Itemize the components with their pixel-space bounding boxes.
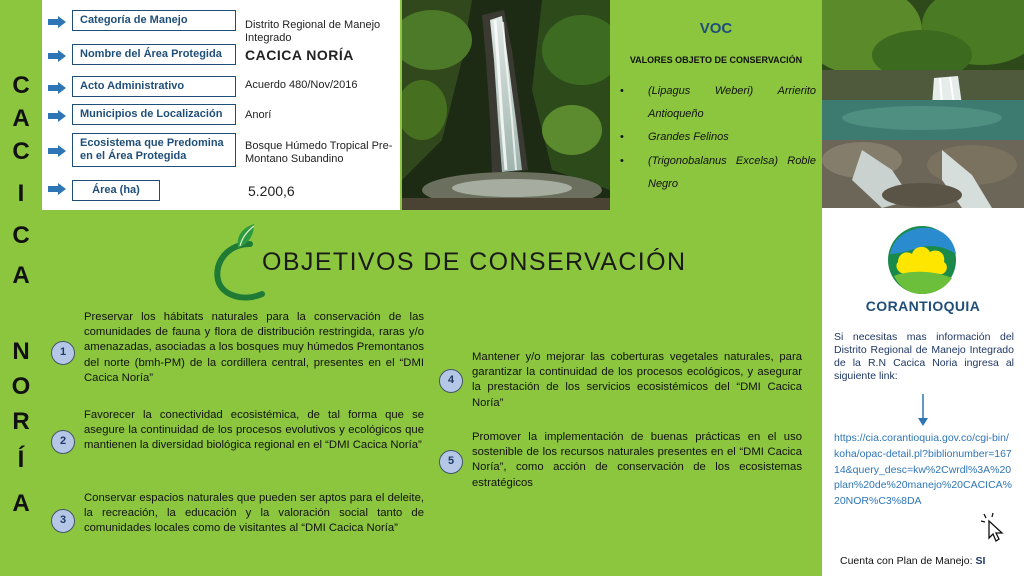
vertical-letter: A — [12, 490, 30, 517]
arrow-right-icon — [48, 50, 66, 62]
info-label: Acto Administrativo — [72, 76, 236, 97]
arrow-right-icon — [48, 82, 66, 94]
voc-item-text: Grandes Felinos — [648, 131, 729, 143]
bullet-icon: • — [620, 85, 624, 97]
objective-number: 2 — [51, 430, 75, 454]
objective-text: Mantener y/o mejorar las coberturas vegetales naturales, para garantizar la continuidad de los procesos ecológicos, y asegurar la prestación de los servicios ecosistémicos del “DMI Cacica Noría” — [472, 351, 802, 409]
info-label: Categoría de Manejo — [72, 10, 236, 31]
voc-item — [620, 150, 816, 196]
vertical-letter: A — [12, 262, 30, 289]
leaf-swirl-icon — [210, 222, 270, 302]
bullet-icon: • — [620, 131, 624, 143]
info-label: Municipios de Localización — [72, 104, 236, 125]
objective-text: Conservar espacios naturales que pueden ser aptos para el deleite, la recreación, la educación y la valoración social tanto de comunidades locales como de visitantes al “DMI Cacica Noría” — [84, 492, 424, 535]
info-value: CACICA NORÍA — [245, 47, 354, 63]
waterfall-photo — [402, 0, 610, 210]
more-info-text: Si necesitas mas información del Distrito Regional de Manejo Integrado de la R.N Cacica Noria ingresa al siguiente link: — [834, 331, 1014, 382]
vertical-letter: R — [12, 408, 30, 435]
arrow-right-icon — [48, 183, 66, 195]
vertical-letter: A — [12, 105, 30, 132]
corantioquia-panel — [822, 208, 1024, 576]
voc-item-text: (Trigonobalanus Excelsa) Roble Negro — [648, 155, 816, 190]
objectives-title: OBJETIVOS DE CONSERVACIÓN — [262, 248, 687, 276]
arrow-right-icon — [48, 145, 66, 157]
plan-label: Cuenta con Plan de Manejo: — [840, 555, 973, 567]
plan-value: SI — [975, 555, 986, 567]
vertical-letter: I — [17, 180, 25, 207]
bullet-icon: • — [620, 155, 624, 167]
objective-text: Promover la implementación de buenas prácticas en el uso sostenible de los recursos naturales presentes en el “DMI Cacica Noría”, como acción de conservación de los ecosistemas estratégicos — [472, 431, 802, 489]
objective-number: 3 — [51, 509, 75, 533]
info-label: Ecosistema que Predomina en el Área Protegida — [72, 133, 236, 167]
down-arrow-icon — [918, 394, 928, 426]
vertical-letter: C — [12, 222, 30, 249]
plan-link[interactable]: https://cia.corantioquia.gov.co/cgi-bin/koha/opac-detail.pl?biblionumber=16714&query_desc=kw%2Cwrdl%3A%20plan%20de%20manejo%20CACICA%20NOR%C3%8DA — [834, 432, 1013, 508]
vertical-letter: C — [12, 72, 30, 99]
info-value: Anorí — [245, 109, 272, 121]
objective-text: Preservar los hábitats naturales para la conservación de las comunidades de fauna y flora de distribución restringida, raras y/o amenazadas, asociadas a los bosques muy húmedos Premontanos del norte (bmh-PM) de la cordillera central, presentes en el “DMI Cacica Noría” — [84, 311, 424, 384]
info-row-category — [42, 10, 400, 44]
vertical-letter: Í — [17, 446, 25, 473]
info-value: Acuerdo 480/Nov/2016 — [245, 79, 358, 91]
stream-photo — [822, 0, 1024, 208]
info-label: Nombre del Área Protegida — [72, 44, 236, 65]
info-row-municipality — [42, 104, 400, 128]
info-value: Bosque Húmedo Tropical Pre-Montano Subandino — [245, 140, 393, 165]
corantioquia-name: CORANTIOQUIA — [865, 298, 981, 314]
vertical-title — [0, 0, 42, 576]
vertical-letter: C — [12, 138, 30, 165]
vertical-letter: N — [12, 338, 30, 365]
arrow-right-icon — [48, 16, 66, 28]
info-row-ecosystem — [42, 133, 400, 171]
info-panel — [42, 0, 400, 210]
voc-item-text: (Lipagus Weberi) Arrierito Antioqueño — [648, 85, 816, 120]
management-plan-status — [840, 555, 985, 567]
info-row-name — [42, 44, 400, 68]
info-label: Área (ha) — [72, 180, 160, 201]
objective-number: 4 — [439, 369, 463, 393]
cursor-click-icon — [980, 512, 1006, 542]
voc-title: VOC — [699, 20, 733, 37]
info-row-area — [42, 180, 400, 204]
info-value: Distrito Regional de Manejo Integrado — [245, 19, 381, 44]
corantioquia-logo — [884, 224, 960, 296]
vertical-letter: O — [11, 373, 31, 400]
objective-text: Favorecer la conectividad ecosistémica, de tal forma que se asegure la continuidad de los procesos evolutivos y ecológicos que mantienen la diversidad biológica regional en el “DMI Cacica Noría” — [84, 409, 424, 452]
objective-number: 1 — [51, 341, 75, 365]
voc-item — [620, 126, 816, 149]
arrow-right-icon — [48, 110, 66, 122]
voc-subtitle: VALORES OBJETO DE CONSERVACIÓN — [629, 55, 803, 65]
info-row-act — [42, 76, 400, 100]
objective-number: 5 — [439, 450, 463, 474]
voc-panel — [612, 0, 820, 210]
voc-item — [620, 80, 816, 126]
info-value: 5.200,6 — [248, 183, 295, 199]
